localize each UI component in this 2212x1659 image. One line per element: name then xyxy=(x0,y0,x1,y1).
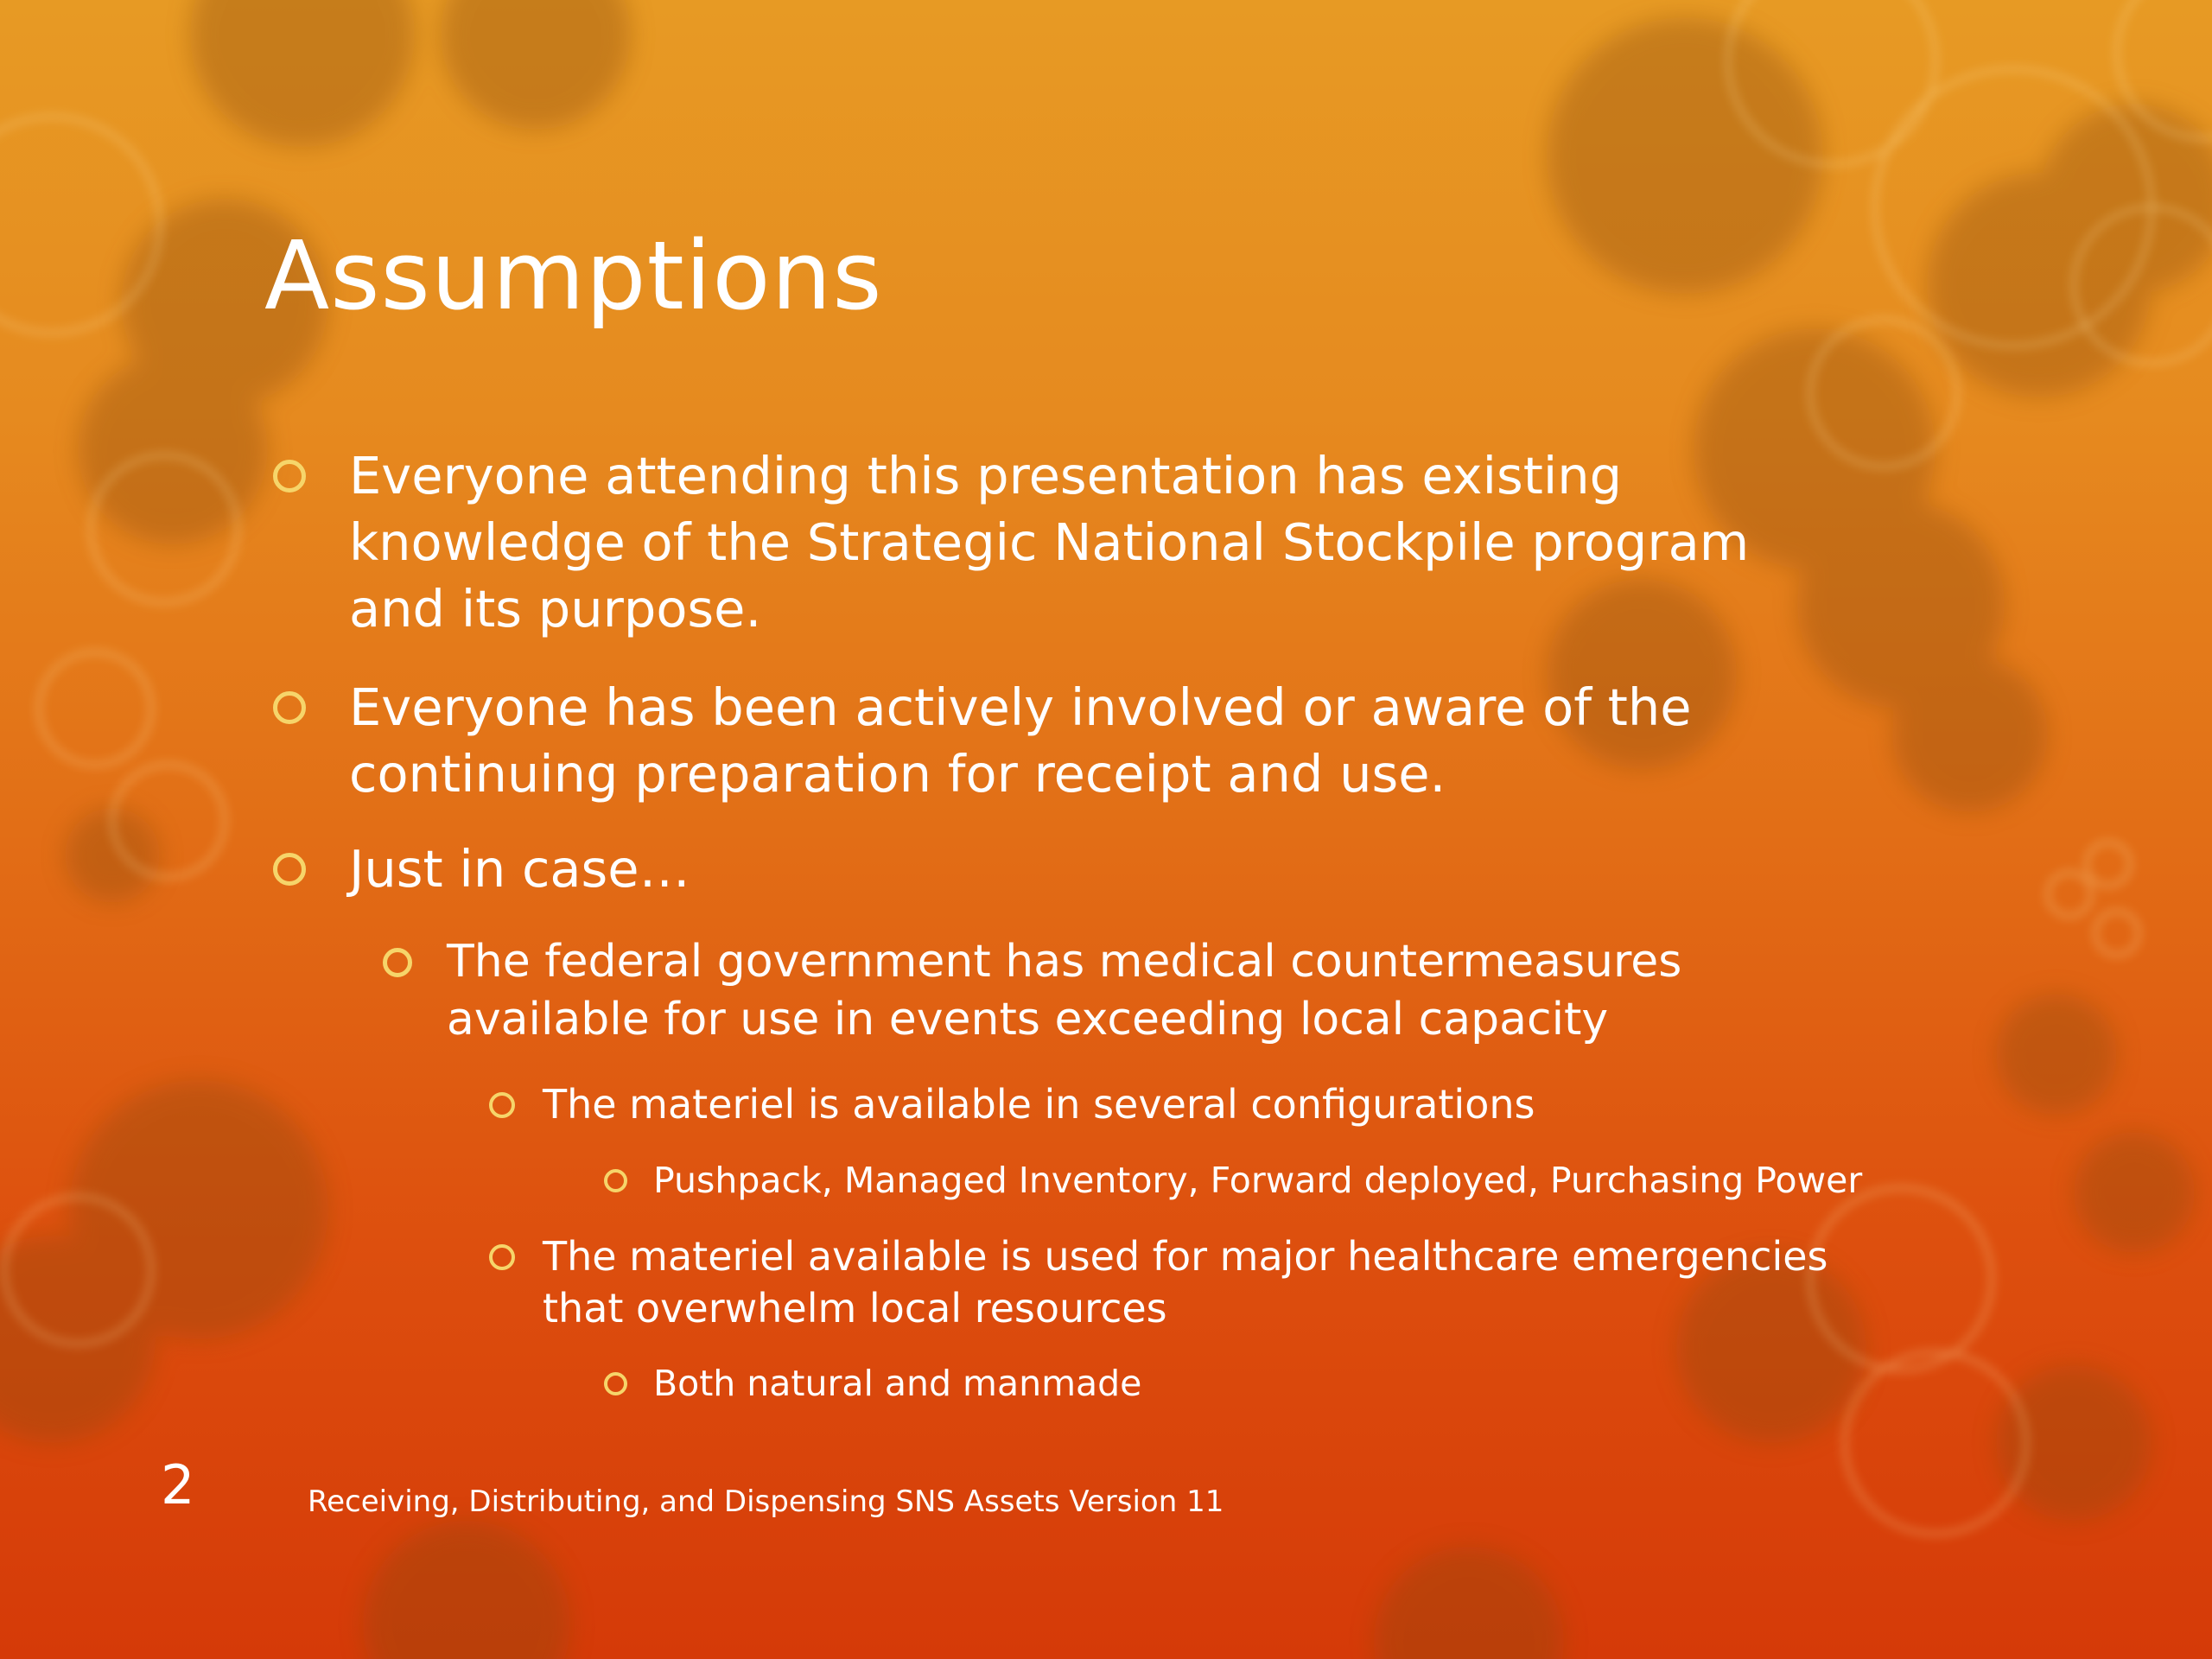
bullet-line: knowledge of the Strategic National Stockpile program xyxy=(349,512,1750,572)
bullet-line: Both natural and manmade xyxy=(653,1363,1142,1404)
bullet-line: The materiel available is used for major healthcare emergencies xyxy=(543,1233,1828,1280)
bullet-item xyxy=(653,1157,1862,1204)
bullet-item xyxy=(543,1230,1828,1334)
bullet-item xyxy=(447,933,1681,1049)
bullet-marker-icon xyxy=(604,1372,627,1395)
slide-footer: Receiving, Distributing, and Dispensing SNS Assets Version 11 xyxy=(308,1484,1224,1519)
bullet-marker-icon xyxy=(489,1244,515,1270)
bullet-line: available for use in events exceeding local capacity xyxy=(447,994,1609,1046)
bullet-line: Just in case… xyxy=(349,839,690,899)
bullet-item xyxy=(349,442,1749,642)
slide-number: 2 xyxy=(161,1453,195,1516)
bullet-marker-icon xyxy=(383,948,412,977)
bullet-marker-icon xyxy=(273,460,306,493)
bullet-line: and its purpose. xyxy=(349,579,762,639)
bullet-item xyxy=(653,1360,1141,1407)
bullet-marker-icon xyxy=(489,1092,515,1118)
bullet-marker-icon xyxy=(273,691,306,724)
bullet-line: The federal government has medical countermeasures xyxy=(447,936,1682,988)
bullet-line: Pushpack, Managed Inventory, Forward deployed, Purchasing Power xyxy=(653,1160,1863,1201)
bullet-line: The materiel is available in several configurations xyxy=(543,1081,1535,1128)
bullet-item xyxy=(543,1078,1535,1130)
slide-title: Assumptions xyxy=(264,220,883,331)
bullet-line: Everyone attending this presentation has existing xyxy=(349,446,1623,505)
bullet-item xyxy=(349,836,690,902)
bullet-line: Everyone has been actively involved or aware of the xyxy=(349,677,1692,737)
bullet-marker-icon xyxy=(273,853,306,886)
bullet-line: continuing preparation for receipt and use. xyxy=(349,744,1446,804)
bullet-item xyxy=(349,674,1692,807)
bullet-line: that overwhelm local resources xyxy=(543,1285,1167,1332)
bullet-marker-icon xyxy=(604,1169,627,1192)
